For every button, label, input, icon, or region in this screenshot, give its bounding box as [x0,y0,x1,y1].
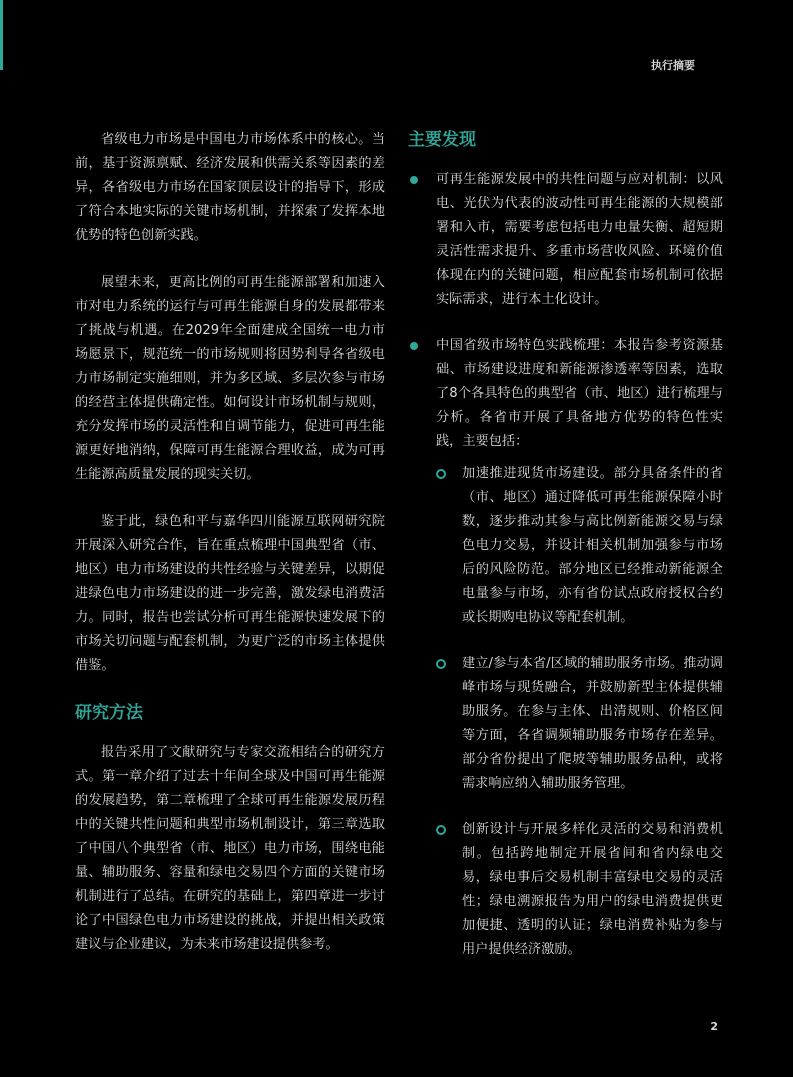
sub-item-text: 建立/参与本省/区域的辅助服务市场。推动调峰市场与现货融合，并鼓励新型主体提供辅助服务。在参与主体、出清规则、价格区间等方面，各省调频辅助服务市场存在差异。部分省份提出了爬坡等辅助服务品种，或将需求响应纳入辅助服务管理。 [462,656,723,791]
bullet-ring-icon [436,469,446,479]
findings-heading: 主要发现 [408,130,476,150]
finding-item [408,168,723,312]
intro-paragraph-1: 省级电力市场是中国电力市场体系中的核心。当前，基于资源禀赋、经济发展和供需关系等因素的差异，各省级电力市场在国家顶层设计的指导下，形成了符合本地实际的关键市场机制，并探索了发挥本地优势的特色创新实践。 [75,132,385,243]
finding-text: 可再生能源发展中的共性问题与应对机制：以风电、光伏为代表的波动性可再生能源的大规模部署和入市，需要考虑包括电力电量失衡、超短期灵活性需求提升、多重市场营收风险、环境价值体现在内的关键问题，相应配套市场机制可依据实际需求，进行本土化设计。 [436,172,723,307]
bullet-dot-icon [410,342,418,350]
sub-item [436,462,723,630]
bullet-dot-icon [410,176,418,184]
finding-sub-list [436,462,723,962]
finding-text: 中国省级市场特色实践梳理：本报告参考资源基础、市场建设进度和新能源渗透率等因素，选取了8个各具特色的典型省（市、地区）进行梳理与分析。各省市开展了具备地方优势的特色性实践，主要包括： [436,338,723,449]
sub-item [436,652,723,796]
sub-item-text: 创新设计与开展多样化灵活的交易和消费机制。包括跨地制定开展省间和省内绿电交易，绿电事后交易机制丰富绿电交易的灵活性；绿电溯源报告为用户的绿电消费提供更加便捷、透明的认证；绿电消费补贴为参与用户提供经济激励。 [462,822,723,957]
sub-item-text: 加速推进现货市场建设。部分具备条件的省（市、地区）通过降低可再生能源保障小时数，逐步推动其参与高比例新能源交易与绿色电力交易，并设计相关机制加强参与市场后的风险防范。部分地区已经推动新能源全电量参与市场，亦有省份试点政府授权合约或长期购电协议等配套机制。 [462,466,723,625]
bullet-ring-icon [436,659,446,669]
intro-paragraph-2: 展望未来，更高比例的可再生能源部署和加速入市对电力系统的运行与可再生能源自身的发展都带来了挑战与机遇。在2029年全面建成全国统一电力市场愿景下，规范统一的市场规则将因势利导各省级电力市场制定实施细则，并为多区域、多层次参与市场的经营主体提供确定性。如何设计市场机制与规则，充分发挥市场的灵活性和自调节能力，促进可再生能源更好地消纳，保障可再生能源合理收益，成为可再生能源高质量发展的现实关切。 [75,275,385,482]
findings-list [408,168,723,962]
page-number: 2 [710,1020,718,1033]
intro-paragraph-3: 鉴于此，绿色和平与嘉华四川能源互联网研究院开展深入研究合作，旨在重点梳理中国典型省（市、地区）电力市场建设的共性经验与关键差异，以期促进绿色电力市场建设的进一步完善，激发绿电消费活力。同时，报告也尝试分析可再生能源快速发展下的市场关切问题与配套机制，为更广泛的市场主体提供借鉴。 [75,514,385,673]
finding-item [408,334,723,962]
top-accent-bar [0,0,3,70]
methods-heading: 研究方法 [75,703,143,723]
right-column [408,128,723,984]
sub-item [436,818,723,962]
bullet-ring-icon [436,825,446,835]
left-column [75,128,385,980]
running-header: 执行摘要 [651,59,695,72]
methods-paragraph: 报告采用了文献研究与专家交流相结合的研究方式。第一章介绍了过去十年间全球及中国可再生能源的发展趋势，第二章梳理了全球可再生能源发展历程中的关键共性问题和典型市场机制设计，第三章选取了中国八个典型省（市、地区）电力市场，围绕电能量、辅助服务、容量和绿电交易四个方面的关键市场机制进行了总结。在研究的基础上，第四章进一步讨论了中国绿色电力市场建设的挑战，并提出相关政策建议与企业建议，为未来市场建设提供参考。 [75,745,385,952]
